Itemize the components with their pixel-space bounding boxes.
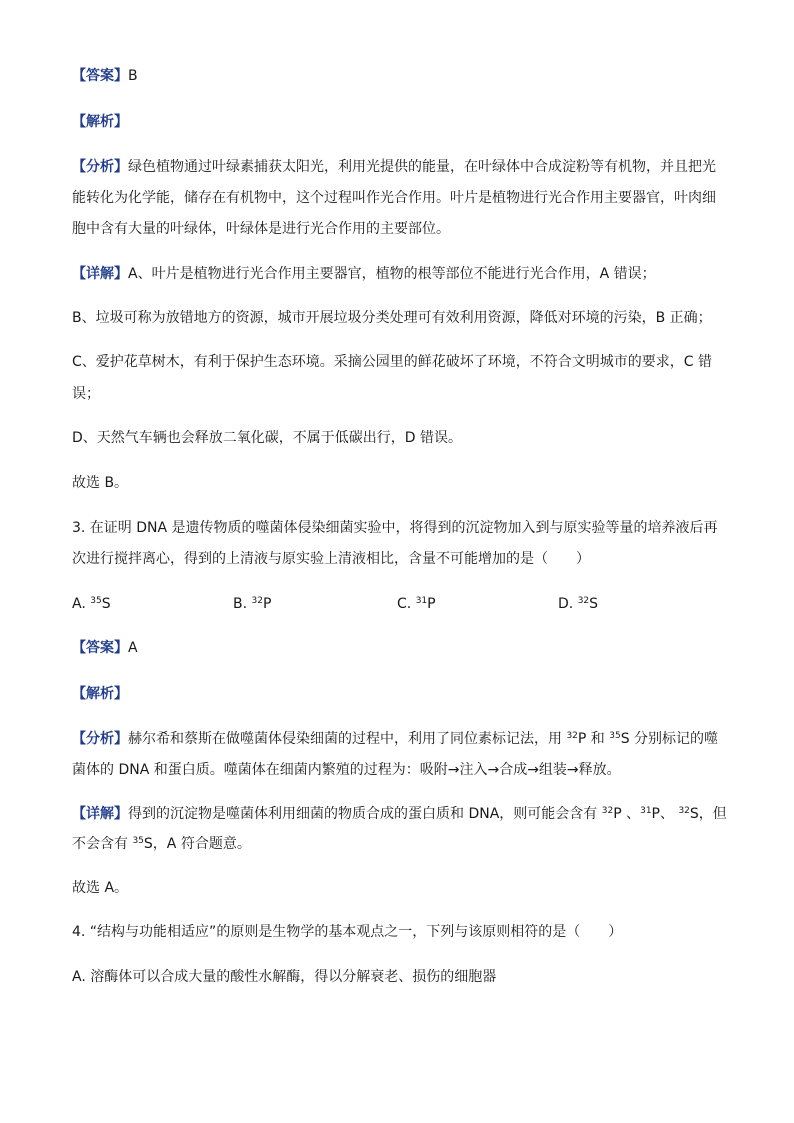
- element-symbol: S: [589, 596, 599, 612]
- q3-answer: [72, 638, 732, 658]
- q2-conclusion: 故选 B。: [72, 475, 129, 491]
- xiangjie-text: 得到的沉淀物是噬菌体利用细菌的物质合成的蛋白质和 DNA，则可能会含有: [128, 806, 602, 822]
- fenxi-tag: 【分析】: [72, 731, 128, 747]
- xiangjie-tag: 【详解】: [72, 806, 128, 822]
- answer-value: B: [128, 68, 138, 84]
- q3-option-b: [233, 594, 271, 614]
- q2-xiangjie-b: B、垃圾可称为放错地方的资源，城市开展垃圾分类处理可有效利用资源，降低对环境的污染，B 正确；: [72, 310, 712, 326]
- fenxi-tag: 【分析】: [72, 159, 128, 175]
- q2-fenxi-line-2: 能转化为化学能，储存在有机物中，这个过程叫作光合作用。叶片是植物进行光合作用主要器官，叶肉细: [72, 190, 716, 206]
- mass-number: 35: [609, 731, 621, 741]
- fenxi-text: S 分别标记的噬: [620, 731, 719, 747]
- q3-stem-line-1: 3. 在证明 DNA 是遗传物质的噬菌体侵染细菌实验中，将得到的沉淀物加入到与原实验等量的培养液后再: [72, 520, 718, 536]
- q3-option-c: [397, 594, 436, 614]
- mass-number: 35: [90, 596, 102, 606]
- xiangjie-text: 不会含有: [72, 836, 133, 852]
- answer-tag: 【答案】: [72, 68, 128, 84]
- mass-number: 31: [640, 806, 652, 816]
- mass-number: 35: [132, 836, 144, 846]
- analysis-tag: 【解析】: [72, 114, 128, 130]
- option-prefix: C.: [397, 596, 416, 612]
- q3-stem-line-2: 次进行搅拌离心，得到的上清液与原实验上清液相比，含量不可能增加的是（ ）: [72, 551, 590, 567]
- q3-fenxi-line-1: [72, 729, 732, 749]
- q4-stem: 4. “结构与功能相适应”的原则是生物学的基本观点之一，下列与该原则相符的是（ ）: [72, 924, 623, 940]
- xiangjie-text: S，A 符合题意。: [143, 836, 251, 852]
- option-prefix: B.: [233, 596, 252, 612]
- q3-conclusion: 故选 A。: [72, 880, 129, 896]
- fenxi-text: 赫尔希和蔡斯在做噬菌体侵染细菌的过程中，利用了同位素标记法，用: [128, 731, 567, 747]
- q2-xiangjie-c-2: 误；: [72, 386, 100, 402]
- mass-number: 32: [678, 806, 690, 816]
- q3-xiangjie-line-1: [72, 804, 732, 824]
- q3-analysis-heading: [72, 684, 732, 704]
- q2-answer: [72, 66, 732, 86]
- mass-number: 32: [601, 806, 614, 816]
- xiangjie-text: S，但: [689, 806, 727, 822]
- q3-option-d: [558, 594, 598, 614]
- q3-fenxi-line-2: 菌体的 DNA 和蛋白质。噬菌体在细菌内繁殖的过程为：吸附→注入→合成→组装→释放。: [72, 762, 621, 778]
- q4-option-a: A. 溶酶体可以合成大量的酸性水解酶，得以分解衰老、损伤的细胞器: [72, 969, 497, 985]
- answer-tag: 【答案】: [72, 640, 128, 656]
- mass-number: 32: [251, 596, 263, 606]
- q2-analysis-heading: [72, 112, 732, 132]
- q3-option-a: [72, 594, 111, 614]
- element-symbol: S: [101, 596, 111, 612]
- option-prefix: D.: [558, 596, 578, 612]
- mass-number: 31: [415, 596, 428, 606]
- element-symbol: P: [262, 596, 272, 612]
- q2-fenxi-line-1: [72, 157, 732, 177]
- option-prefix: A.: [72, 596, 91, 612]
- q2-xiangjie-a: [72, 264, 732, 284]
- xiangjie-text: P、: [651, 806, 679, 822]
- q2-fenxi-line-3: 胞中含有大量的叶绿体，叶绿体是进行光合作用的主要部位。: [72, 221, 450, 237]
- q2-xiangjie-d: D、天然气车辆也会释放二氧化碳，不属于低碳出行，D 错误。: [72, 430, 463, 446]
- analysis-tag: 【解析】: [72, 686, 128, 702]
- xiangjie-text: P 、: [613, 806, 641, 822]
- mass-number: 32: [566, 731, 578, 741]
- element-symbol: P: [427, 596, 436, 612]
- fenxi-text: P 和: [577, 731, 610, 747]
- fenxi-text: 绿色植物通过叶绿素捕获太阳光，利用光提供的能量，在叶绿体中合成淀粉等有机物，并且把光: [128, 159, 716, 175]
- xiangjie-text: A、叶片是植物进行光合作用主要器官，植物的根等部位不能进行光合作用，A 错误；: [128, 266, 656, 282]
- answer-value: A: [128, 640, 138, 656]
- mass-number: 32: [577, 596, 590, 606]
- q2-xiangjie-c-1: C、爱护花草树木，有利于保护生态环境。采摘公园里的鲜花破坏了环境，不符合文明城市的要求，C 错: [72, 354, 712, 370]
- xiangjie-tag: 【详解】: [72, 266, 128, 282]
- q3-xiangjie-line-2: [72, 834, 732, 854]
